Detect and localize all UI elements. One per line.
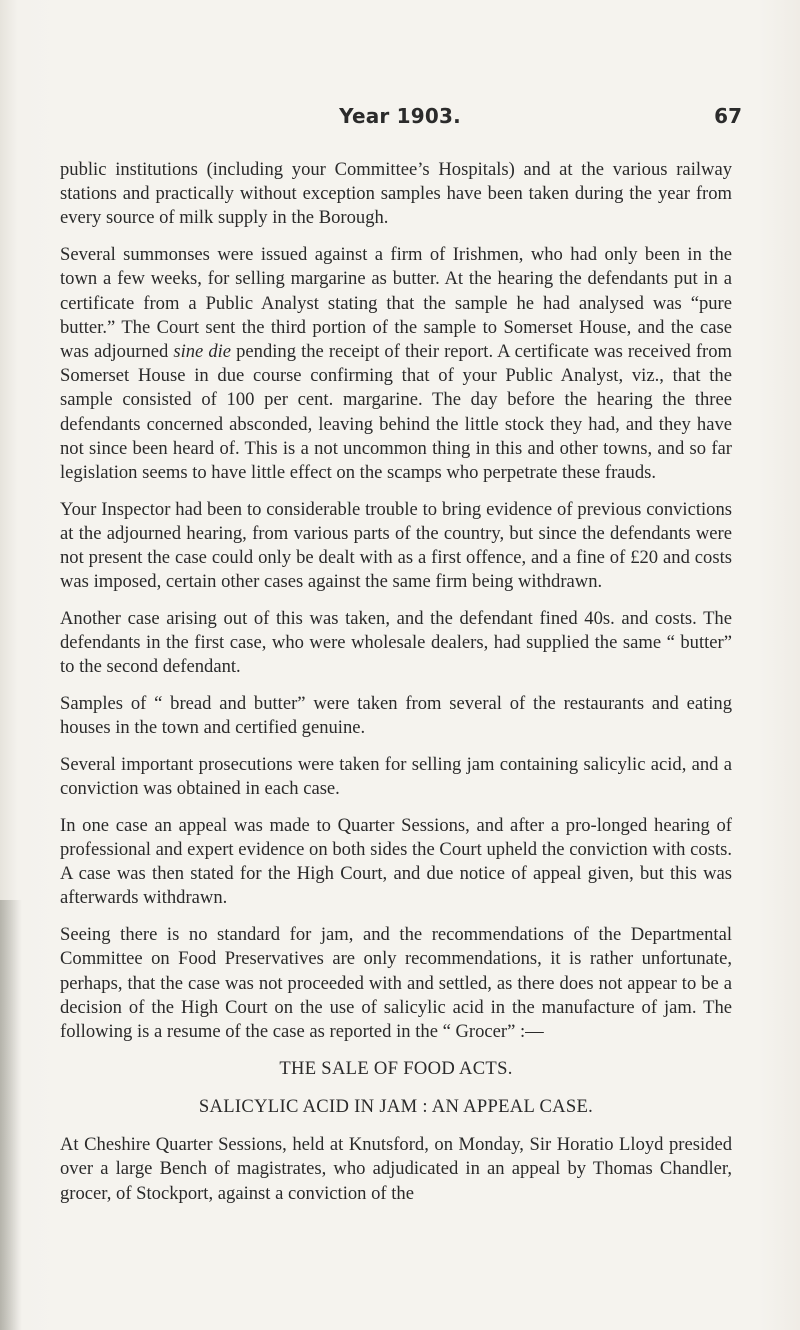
- paragraph-1: public institutions (including your Committee’s Hospitals) and at the various railway stations and practically without exception samples have been taken during the year from every source of milk supply in the Borough.: [60, 159, 732, 229]
- paragraph-5: Samples of “ bread and butter” were taken from several of the restaurants and eating houses in the town and certified genuine.: [60, 693, 732, 739]
- paragraph-final: At Cheshire Quarter Sessions, held at Knutsford, on Monday, Sir Horatio Lloyd presided over a large Bench of magistrates, who adjudicated in an appeal by Thomas Chandler, grocer, of Stockport, against a conviction of the: [60, 1134, 732, 1204]
- page-header: [0, 104, 800, 134]
- paragraph-2: [60, 243, 732, 485]
- paragraph-2-text: Several summonses were issued against a firm of Irishmen, who had only been in the town a few weeks, for selling margarine as butter. At the hearing the defendants put in a certificate from a Public Analyst stating that the sample he had analysed was “pure butter.” The Court sent the third portion of the sample to Somerset House, and the case was adjourned: [60, 244, 732, 362]
- body-text: [60, 158, 732, 1218]
- paragraph-4: Another case arising out of this was taken, and the defendant fined 40s. and costs. The defendants in the first case, who were wholesale dealers, had supplied the same “ butter” to the second defendant.: [60, 607, 732, 678]
- paragraph-3: Your Inspector had been to considerable trouble to bring evidence of previous convictions at the adjourned hearing, from various parts of the country, but since the defendants were not present the case could only be dealt with as a first offence, and a fine of £20 and costs was imposed, certain other cases against the same firm being withdrawn.: [60, 498, 732, 593]
- paragraph-6: Several important prosecutions were taken for selling jam containing salicylic acid, and a conviction was obtained in each case.: [60, 753, 732, 800]
- section-heading: THE SALE OF FOOD ACTS.: [279, 1057, 513, 1079]
- section-subheading: SALICYLIC ACID IN JAM : AN APPEAL CASE.: [198, 1095, 594, 1117]
- paragraph-8: Seeing there is no standard for jam, and the recommendations of the Departmental Committee on Food Preservatives are only recommendations, it is rather unfortunate, perhaps, that the case was not proceeded with and settled, as there does not appear to be a decision of the High Court on the use of salicylic acid in the manufacture of jam. The following is a resume of the case as reported in the “ Grocer” :—: [60, 924, 732, 1042]
- paragraph-7: In one case an appeal was made to Quarter Sessions, and after a pro-longed hearing of professional and expert evidence on both sides the Court upheld the conviction with costs. A case was then stated for the High Court, and due notice of appeal given, but this was afterwards withdrawn.: [60, 814, 732, 909]
- paragraph-2-italic: sine die: [173, 340, 232, 362]
- paragraph-2-rest: pending the receipt of their report. A certificate was received from Somerset House in due course confirming that of your Public Analyst, viz., that the sample consisted of 100 per cent. margarine. The day before the hearing the three defendants concerned absconded, leaving behind the little stock they had, and they have not since been heard of. This is a not uncommon thing in this and other towns, and so far legislation seems to have little effect on the scamps who perpetrate these frauds.: [60, 340, 733, 483]
- running-title: Year 1903.: [339, 104, 461, 128]
- binding-shadow: [0, 900, 22, 1330]
- page-number: 67: [714, 104, 742, 128]
